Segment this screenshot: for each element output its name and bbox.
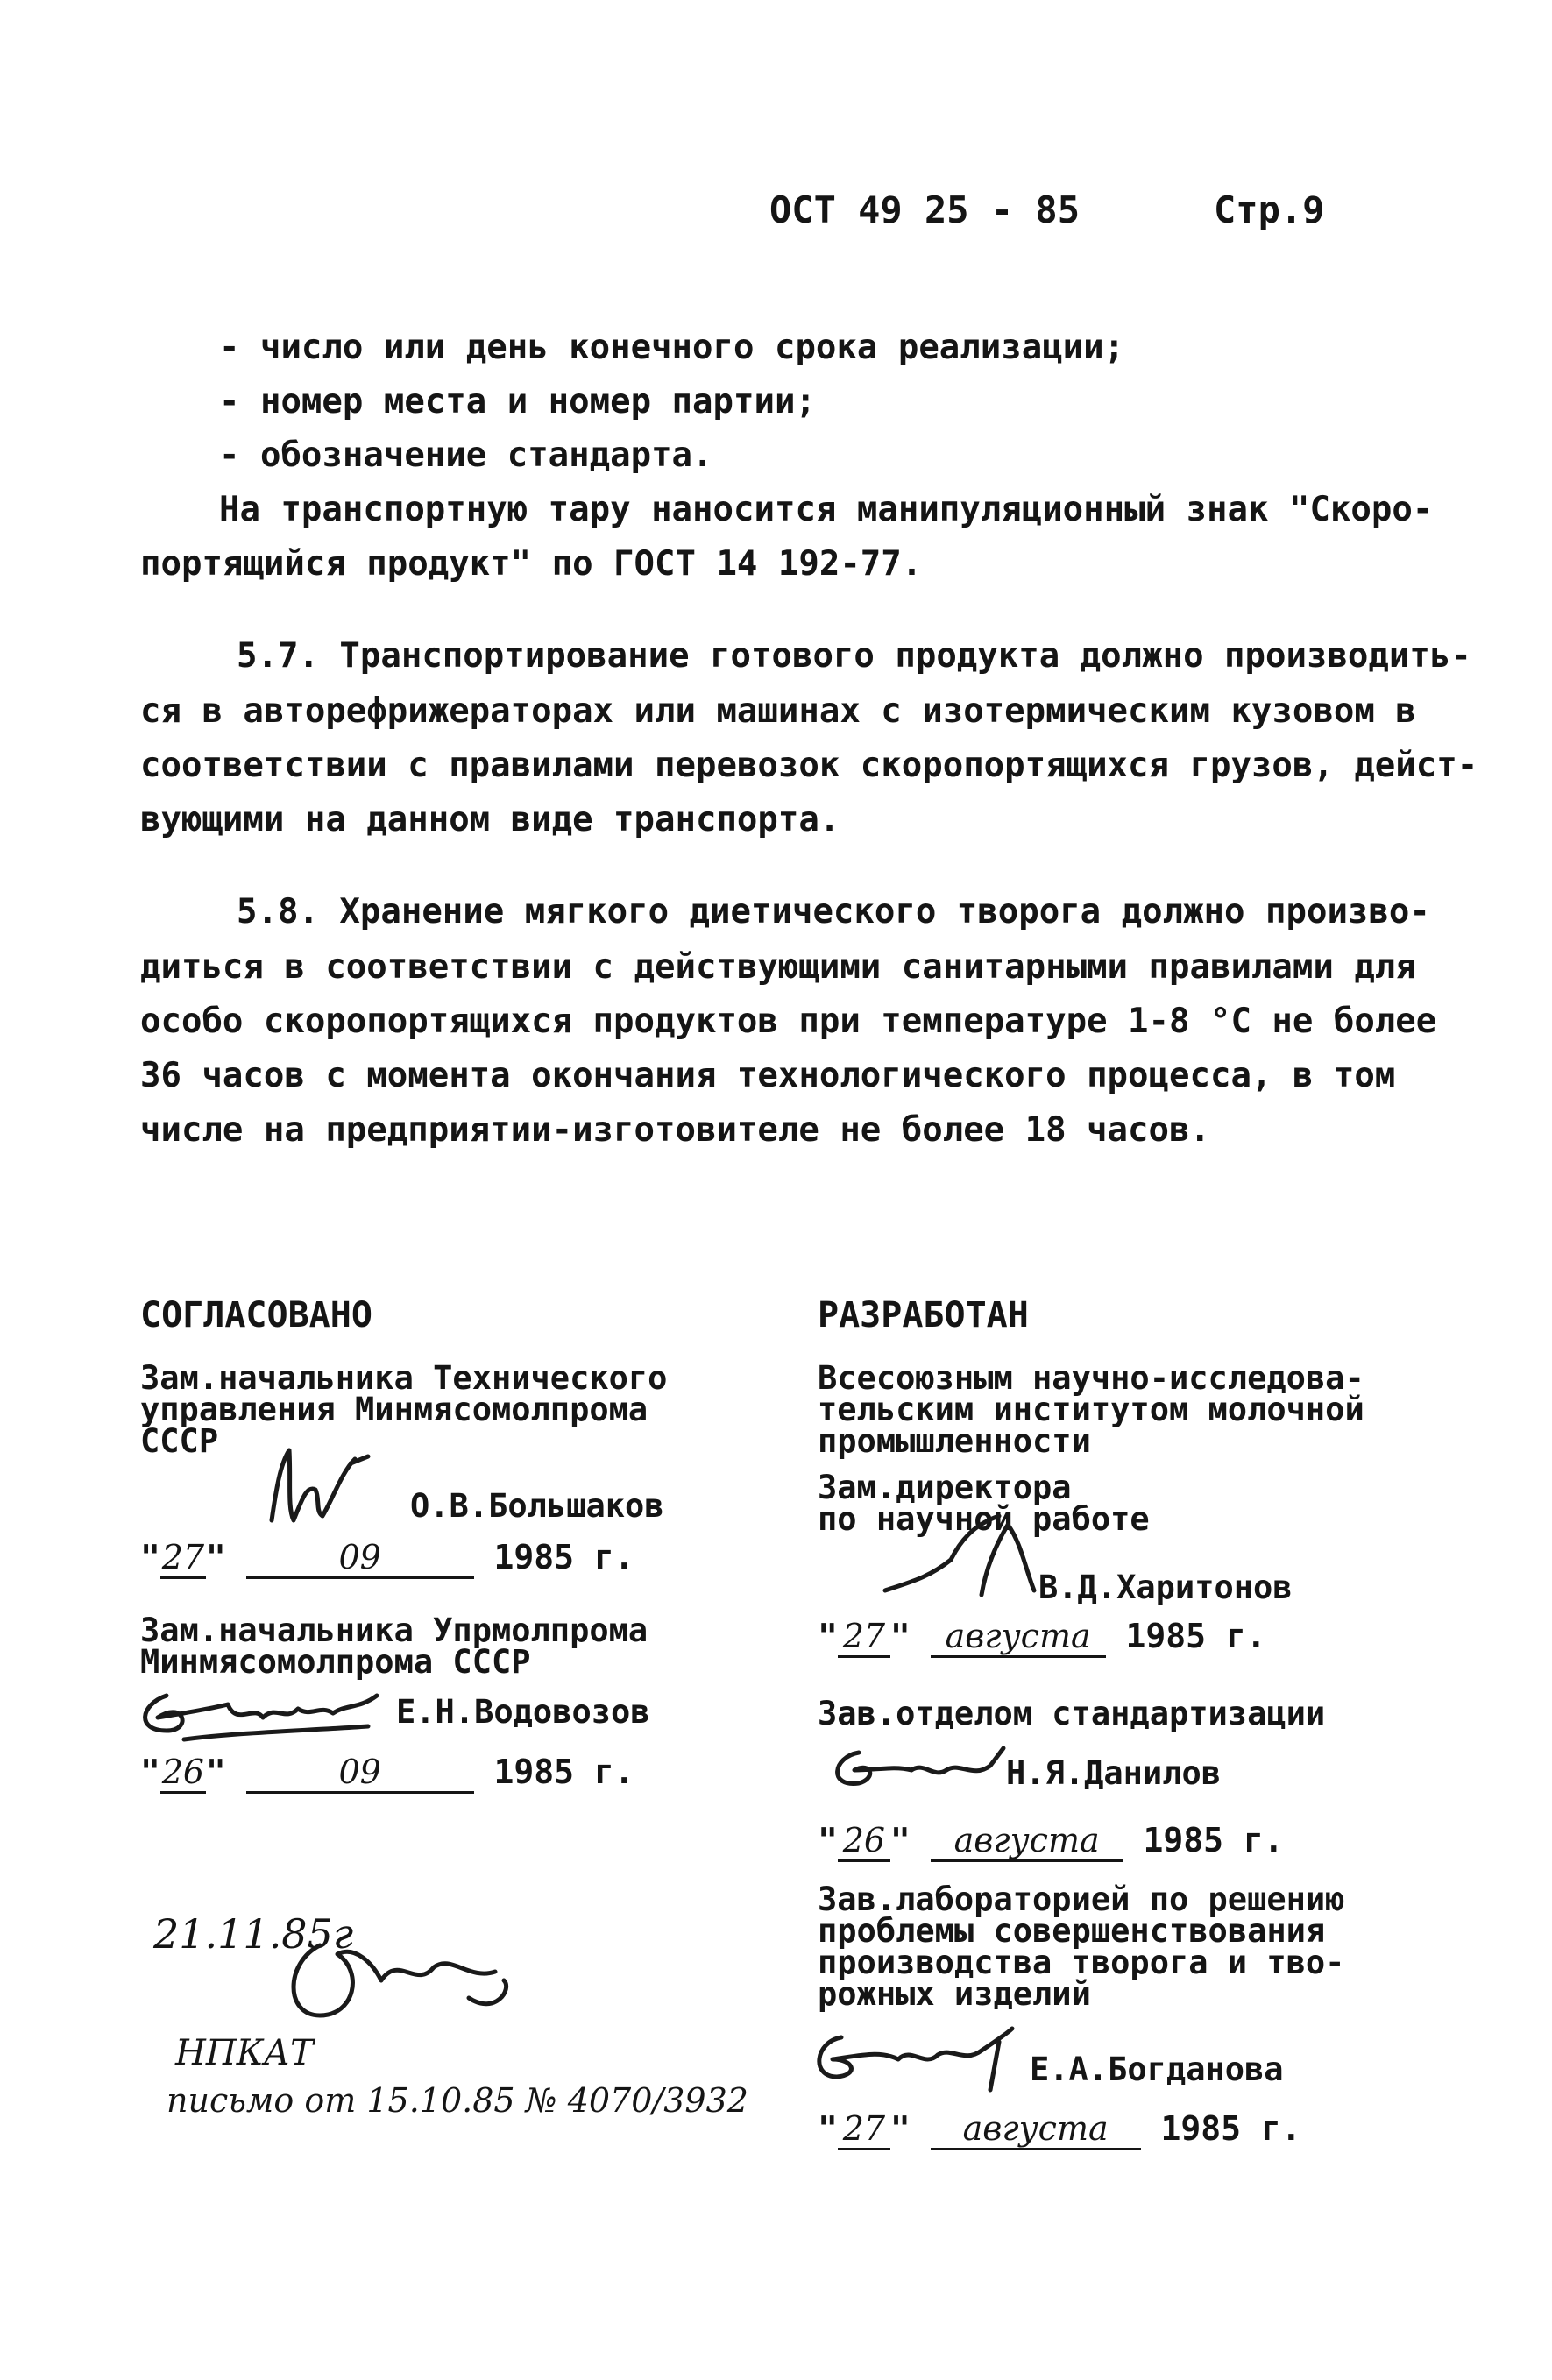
body-line: ся в авторефрижераторах или машинах с изотермическим кузовом в [140,691,1416,731]
body-line: портящийся продукт" по ГОСТ 14 192-77. [140,544,923,584]
agreed-signer-2-date: "26" 09 1985 г. [140,1753,634,1794]
title-line: Зам.начальника Упрмолпрома [140,1611,648,1649]
date-month: августа [931,1821,1123,1862]
agreed-heading: СОГЛАСОВАНО [140,1295,372,1335]
title-line: Зам.директора [818,1469,1072,1506]
developer-signer-3-date: " 27 " августа 1985 г. [818,2109,1301,2150]
date-day: 27 [160,1538,206,1579]
page-number: Стр.9 [1214,188,1325,231]
signature-kharitonov [876,1507,1052,1604]
title-line: управления Минмясомолпрома [140,1391,648,1428]
body-line: - число или день конечного срока реализации; [219,328,1125,367]
handwritten-letter: письмо от 15.10.85 № 4070/3932 [167,2081,748,2120]
signature-vodovozov [131,1678,386,1748]
date-month: 09 [246,1753,474,1794]
developer-signer-1-date: " 27 " августа 1985 г. [818,1617,1266,1658]
title-line: Зам.начальника Технического [140,1359,668,1397]
developer-signer-2-name: Н.Я.Данилов [1006,1754,1222,1792]
title-line: Зав.лабораторией по решению [818,1881,1345,1918]
agreed-signer-1-title [140,1359,668,1460]
org-line: тельским институтом молочной [818,1391,1364,1428]
body-line: - номер места и номер партии; [219,382,816,421]
developed-heading: РАЗРАБОТАН [818,1295,1029,1335]
handwritten-signature [267,1893,530,2033]
agreed-signer-2-title [140,1611,648,1681]
title-line: Зав.отделом стандартизации [818,1695,1326,1732]
signature-bolshakov [254,1437,386,1534]
body-line: вующими на данном виде транспорта. [140,800,840,839]
agreed-signer-1-name: О.В.Большаков [410,1487,664,1525]
org-line: промышленности [818,1422,1091,1460]
title-line: СССР [140,1422,219,1460]
body-line: 36 часов с момента окончания технологического процесса, в том [140,1056,1396,1095]
handwritten-date: 21.11.85г [153,1910,354,1958]
signature-danilov [824,1744,1008,1796]
date-day: 26 [160,1753,206,1794]
developer-signer-1-name: В.Д.Харитонов [1038,1569,1293,1606]
title-line: Минмясомолпрома СССР [140,1643,531,1681]
document-code: ОСТ 49 25 - 85 [769,188,1081,231]
body-line: диться в соответствии с действующими санитарными правилами для [140,947,1416,987]
signature-bogdanova [802,2024,1038,2094]
body-line: 5.8. Хранение мягкого диетического творога должно произво- [237,892,1430,931]
developer-signer-2-date: " 26 " августа 1985 г. [818,1821,1284,1862]
date-day: 27 [838,2109,890,2150]
body-line: На транспортную тару наносится манипуляционный знак "Скоро- [219,490,1434,529]
agreed-signer-1-date: "27" 09 1985 г. [140,1538,634,1579]
date-month: августа [931,1617,1106,1658]
date-day: 26 [838,1821,890,1862]
date-year: 1985 г. [493,1538,634,1576]
agreed-signer-2-name: Е.Н.Водовозов [396,1693,650,1731]
org-line: Всесоюзным научно-исследова- [818,1359,1364,1397]
developer-signer-3-name: Е.А.Богданова [1030,2051,1284,2088]
date-day: 27 [838,1617,890,1658]
date-month: августа [931,2109,1141,2150]
date-year: 1985 г. [1160,2109,1301,2148]
body-line: соответствии с правилами перевозок скоропортящихся грузов, дейст- [140,746,1478,785]
handwritten-org: НПКАТ [175,2033,314,2073]
body-line: числе на предприятии-изготовителе не более 18 часов. [140,1110,1210,1150]
developer-signer-3-title [818,1881,1345,2013]
date-year: 1985 г. [1143,1821,1284,1859]
date-year: 1985 г. [1125,1617,1266,1655]
title-line: по научной работе [818,1500,1150,1538]
body-line: - обозначение стандарта. [219,436,713,475]
date-year: 1985 г. [493,1753,634,1791]
title-line: рожных изделий [818,1975,1091,2013]
body-line: особо скоропортящихся продуктов при температуре 1-8 °С не более [140,1002,1437,1041]
developer-org [818,1359,1364,1460]
developer-signer-2-title [818,1695,1326,1732]
date-month: 09 [246,1538,474,1579]
title-line: проблемы совершенствования [818,1912,1326,1950]
title-line: производства творога и тво- [818,1944,1345,1981]
body-line: 5.7. Транспортирование готового продукта должно производить- [237,636,1471,676]
